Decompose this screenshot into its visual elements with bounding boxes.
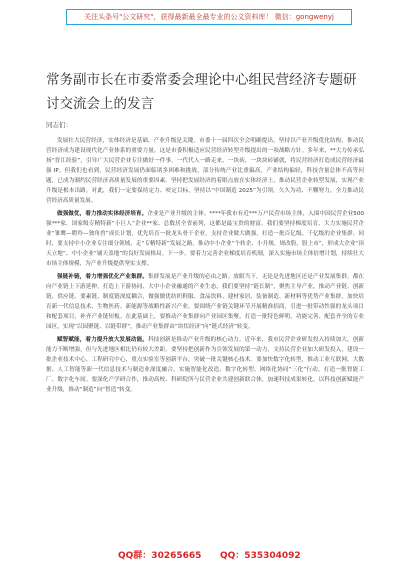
- top-banner: [0, 0, 408, 34]
- footer: [0, 546, 408, 566]
- paragraph: [46, 209, 364, 269]
- paragraph: [46, 272, 364, 332]
- paragraph: [46, 136, 364, 206]
- paragraph-text: 集群发展是产业升级的必由之路。放眼当下，无论是先进地区还是产业发展集群，都在向产业链上下游延伸，打造上下游协同、大中小企业融通的产业生态。我们要坚持“链长制”，聚焦主导产业，推动产业链、创新链、供应链、要素链、制度链深度耦合，做强做优纺织鞋服、食品饮料、建材家居、装备制造、新材料等优势产业集群，加快培育新一代信息技术、生物医药、新能源等战略性新兴产业。要围绕产业链关键环节开展精准招商，引进一批带动性强的龙头项目和配套项目，补齐产业链短板。在此基础上，要推动产业集群向产业园区集聚，打造一批特色鲜明、功能完善、配套齐全的专业园区，实现“以园聚链、以链带群”，推动产业集群由“块状经济”向“链式经济”转变。: [46, 274, 364, 330]
- greeting: 同志们：: [46, 121, 72, 129]
- qq-group-number: QQ群：30265665: [118, 551, 202, 561]
- document-title: 常务副市长在市委常委会理论中心组民营经济专题研讨交流会上的发言: [46, 72, 357, 112]
- banner-box[interactable]: 关注头条号"公文研究"，获得最新最全最专业的公文资料库！ 微信：gongwenyj: [66, 9, 352, 25]
- paragraph-text: 企业是产业升级的主体。****年我市有近***万户民营市场主体，入围中国民营企业500强***家，国家级专精特新“小巨人”企业**家、总数居全省前列，这都是最宝贵的财富。我们要坚持梯度培育，大力实施民营企业“雏鹰—瞪羚—独角兽”成长计划，优先培育一批龙头骨干企业，支持企业做大做强，打造一批百亿级、千亿级的企业集群。同时，要支持中小企业专注细分领域，走“专精特新”发展之路，推动中小企业“个转企、小升规、规改股、股上市”，形成大企业“顶天立地”、中小企业“铺天盖地”的良好发展格局。下一步，要着力完善企业梯度培育机制，深入实施市场主体倍增计划，持续壮大市场主体规模，为产业升级提供坚实支撑。: [46, 211, 364, 267]
- paragraph-lead: 赋智赋能，着力提升放大发展动能。: [57, 337, 148, 343]
- paragraph-text: 发展壮大民营经济，实体经济是基础，产业升级是关键。市委十一届四次全会明确提出，坚持以产业升级优化结构，推动民营经济成为建设现代化产业体系的重要力量。这是市委积极适应民营经济转型升级提出的一项战略方针。多年来，**大力传承弘扬“晋江经验”，引导广大民营企业专注做好一件事，一代代人一路走来，一块砖，一块块砖铺就，将民营经济打造成民营经济最强 IP。但我们也看到，民营经济发展仍面临诸多困难和挑战，部分传统产业比重偏高，产业结构偏轻，科技含量总体不高等问题，已成为制约民营经济高质量发展的重要因素。坚持把发展经济的着眼点放在实体经济上，推动民营企业转型发展，实现产业升级是根本出路。对此，我们一定要保持定力、咬定目标，坚持以“中国制造 2025”为引领，久久为功、不懈努力，全力推动民营经济高质量发展。: [46, 138, 364, 204]
- paragraph-lead: 强链补链，着力增强优化产业集群。: [57, 274, 148, 280]
- document-body: [46, 136, 364, 398]
- paragraph-lead: 做强做优，着力推动实体经济培育。: [57, 211, 148, 217]
- qq-number: QQ：535304092: [220, 551, 301, 561]
- paragraph: [46, 335, 364, 395]
- paragraph-text: 科技创新是推动产业升级的核心动力。近年来，我市民营企业研发投入持续加大，创新能力不断增强，但与先进地区相比仍有较大差距。要坚持把创新作为引领发展的第一动力，支持民营企业加大研发投入，建设一批企业技术中心、工程研究中心、重点实验室等创新平台，突破一批关键核心技术。要加快数字化转型，推动工业互联网、大数据、人工智能等新一代信息技术与制造业深度融合，实施智能化改造、数字化转型、网络化协同“三化”行动，打造一批智能工厂、数字化车间。要深化产学研合作，推动高校、科研院所与民营企业共建创新联合体，加速科技成果转化，以科技创新赋能产业升级，推动“制造”向“智造”转变。: [46, 337, 364, 393]
